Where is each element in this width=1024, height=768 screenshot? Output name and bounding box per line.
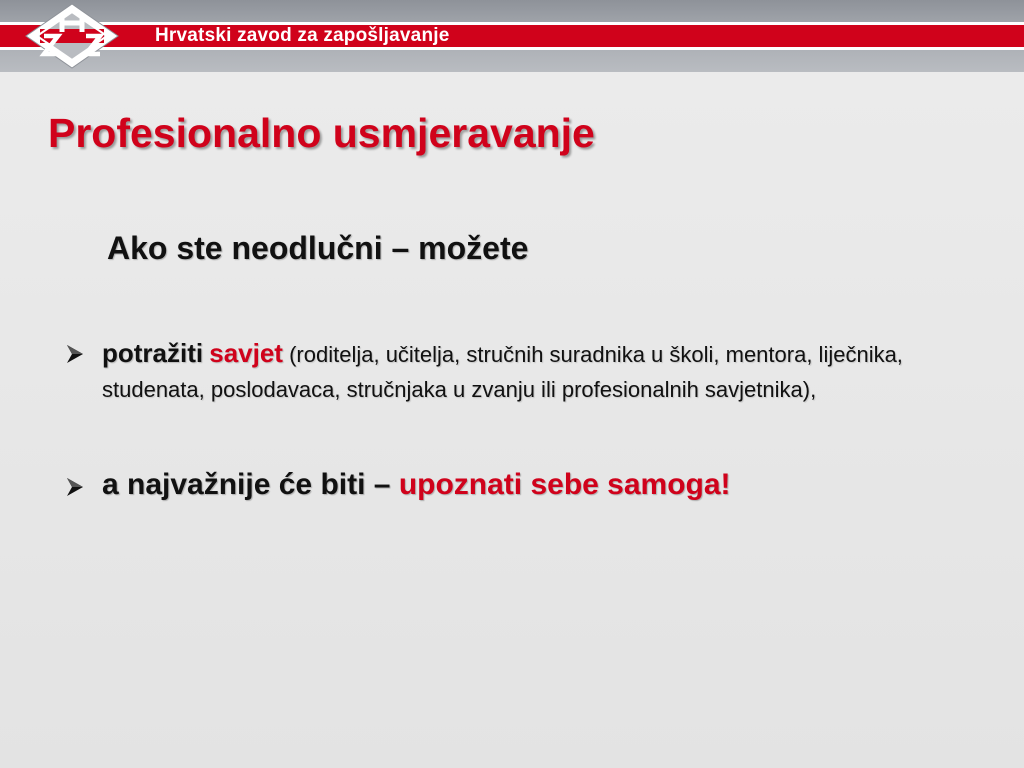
header-stripe bbox=[0, 47, 1024, 50]
bullet-lead: a najvažnije će biti – bbox=[102, 468, 391, 501]
bullet-detail: (roditelja, učitelja, stručnih suradnika u školi, mentora, liječnika, studenata, poslodavaca, stručnjaka u zvanju ili profesionalnih savjetnika), bbox=[102, 342, 903, 402]
bullet-item-self bbox=[62, 465, 962, 505]
header-red-stripe bbox=[0, 25, 1024, 47]
bullet-list bbox=[62, 336, 962, 505]
arrow-bullet-icon bbox=[64, 477, 86, 497]
header-band bbox=[0, 0, 1024, 72]
organization-name: Hrvatski zavod za zapošljavanje bbox=[155, 25, 450, 46]
slide-subtitle: Ako ste neodlučni – možete bbox=[107, 230, 529, 266]
bullet-item-advice bbox=[62, 336, 962, 407]
bullet-lead: potražiti bbox=[102, 338, 204, 368]
slide-title: Profesionalno usmjeravanje bbox=[48, 110, 595, 156]
bullet-accent: upoznati sebe samoga! bbox=[398, 468, 731, 501]
bullet-accent: savjet bbox=[209, 338, 283, 368]
arrow-bullet-icon bbox=[64, 344, 86, 364]
hzz-logo-icon bbox=[22, 2, 122, 70]
